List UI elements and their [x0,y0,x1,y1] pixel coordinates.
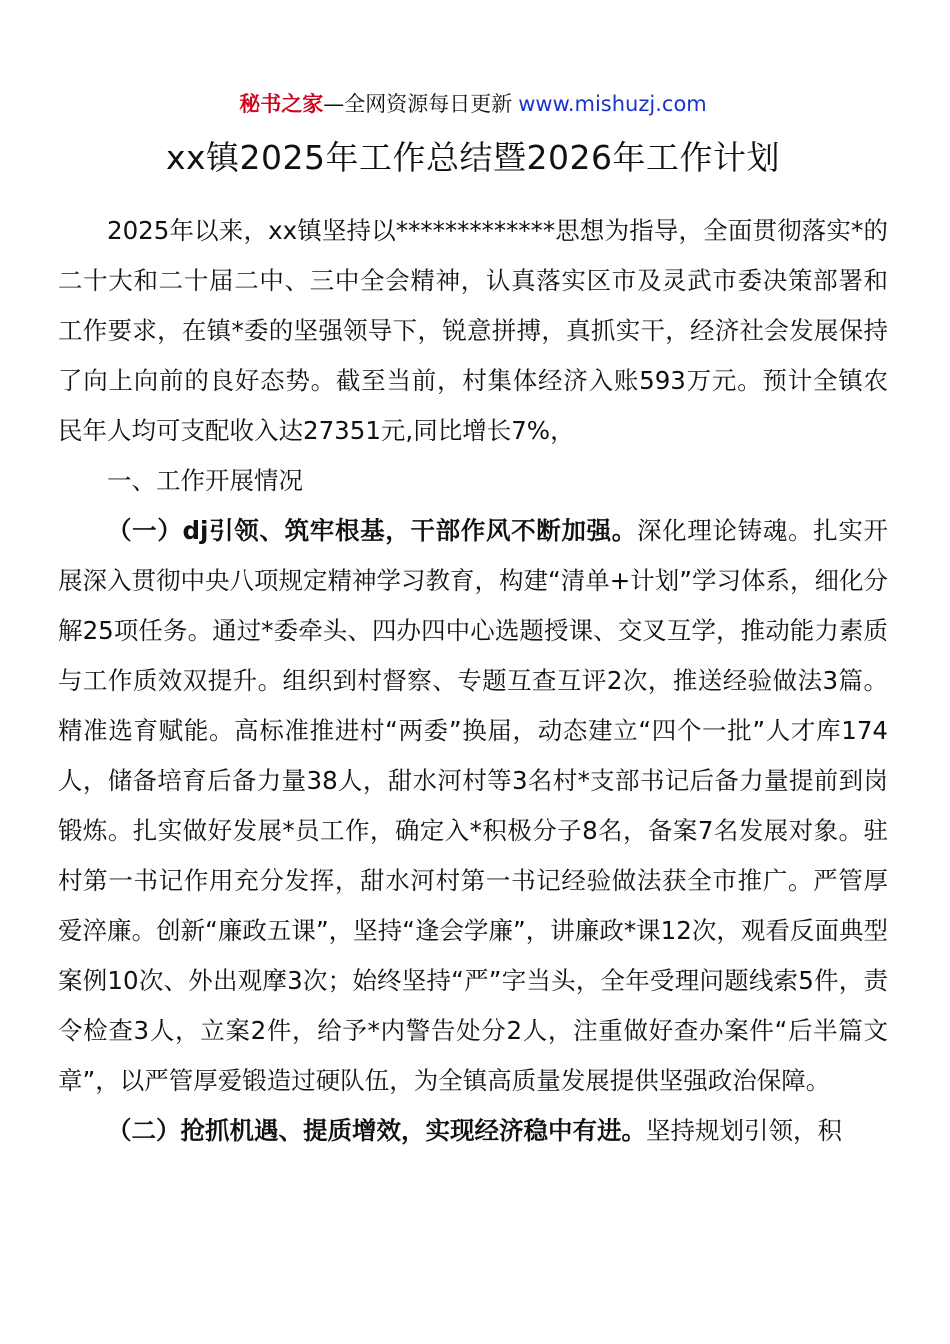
document-body [58,206,888,1156]
subsection-heading-1: （一）dj引领、筑牢根基，干部作风不断加强。 [107,516,637,546]
subsection-paragraph-1 [58,506,888,1106]
subsection-heading-2: （二）抢抓机遇、提质增效，实现经济稳中有进。 [107,1116,646,1146]
intro-paragraph: 2025年以来，xx镇坚持以*************思想为指导，全面贯彻落实*的二十大和二十届二中、三中全会精神，认真落实区市及灵武市委决策部署和工作要求，在镇*委的坚强领导下，锐意拼搏，真抓实干，经济社会发展保持了向上向前的良好态势。截至当前，村集体经济入账593万元。预计全镇农民年人均可支配收入达27351元,同比增长7%， [58,216,888,446]
subsection-text-2: 坚持规划引领，积 [646,1116,842,1146]
site-brand: 秘书之家 [239,92,324,116]
document-title: xx镇2025年工作总结暨2026年工作计划 [165,138,781,177]
subsection-paragraph-2 [58,1106,888,1156]
site-url-link[interactable]: www.mishuzj.com [518,92,707,116]
site-tagline: —全网资源每日更新 [323,92,513,116]
subsection-text-1: 深化理论铸魂。扎实开展深入贯彻中央八项规定精神学习教育，构建“清单+计划”学习体系，细化分解25项任务。通过*委牵头、四办四中心选题授课、交叉互学，推动能力素质与工作质效双提升。组织到村督察、专题互查互评2次，推送经验做法3篇。精准选育赋能。高标准推进村“两委”换届，动态建立“四个一批”人才库174人，储备培育后备力量38人，甜水河村等3名村*支部书记后备力量提前到岗锻炼。扎实做好发展*员工作，确定入*积极分子8名，备案7名发展对象。驻村第一书记作用充分发挥，甜水河村第一书记经验做法获全市推广。严管厚爱淬廉。创新“廉政五课”，坚持“逢会学廉”，讲廉政*课12次，观看反面典型案例10次、外出观摩3次；始终坚持“严”字当头，全年受理问题线索5件，责令检查3人，立案2件，给予*内警告处分2人，注重做好查办案件“后半篇文章”，以严管厚爱锻造过硬队伍，为全镇高质量发展提供坚强政治保障。 [58,516,889,1096]
section-heading: 一、工作开展情况 [107,466,303,496]
site-banner [58,88,888,120]
